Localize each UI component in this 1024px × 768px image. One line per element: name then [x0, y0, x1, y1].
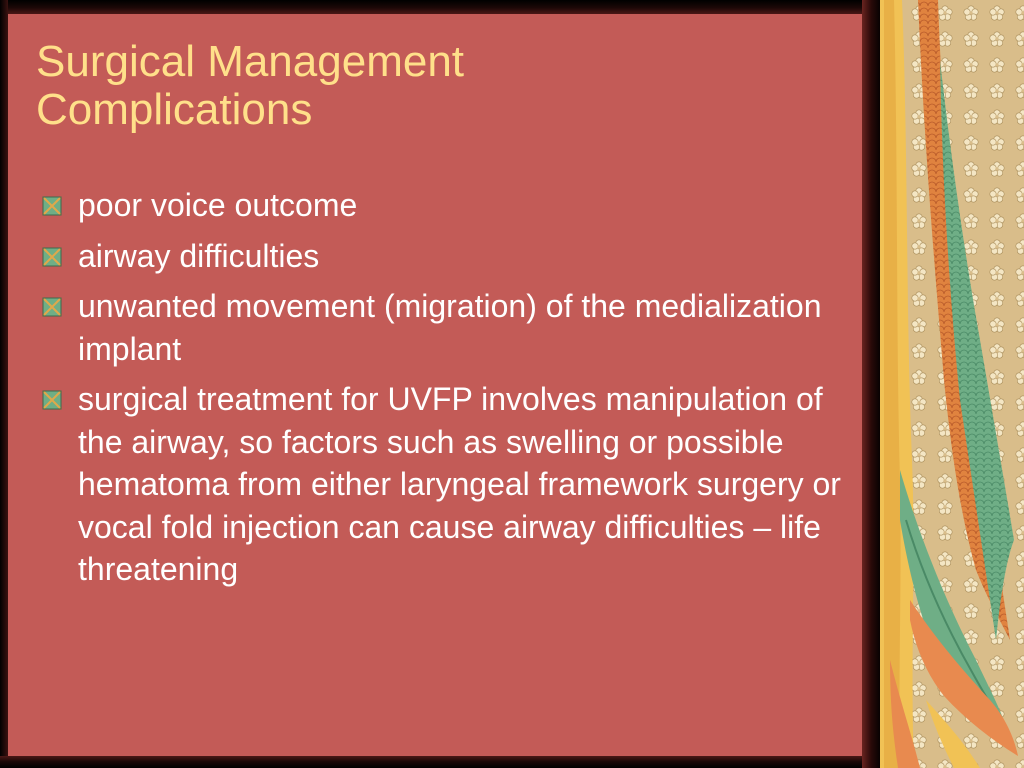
bullet-text: unwanted movement (migration) of the medialization implant	[78, 288, 822, 367]
leaf-bullet-icon	[42, 196, 62, 216]
bullet-item	[40, 378, 850, 591]
bullet-item	[40, 235, 850, 278]
slide-title-line-1: Surgical Management	[36, 37, 465, 86]
bullet-text: airway difficulties	[78, 237, 320, 274]
slide-frame-top	[0, 0, 880, 14]
slide-frame-bottom	[0, 756, 880, 768]
leaf-bullet-icon	[42, 297, 62, 317]
slide-title	[36, 38, 836, 134]
slide-frame-left	[0, 0, 8, 768]
leaf-bullet-icon	[42, 247, 62, 267]
bullet-text: surgical treatment for UVFP involves manipulation of the airway, so factors such as swelling or possible hematoma from either laryngeal framework surgery or vocal fold injection can cause airway difficulties – life threatening	[78, 381, 841, 587]
floral-ribbon-decoration	[880, 0, 1024, 768]
leaf-bullet-icon	[42, 390, 62, 410]
bullet-list	[40, 184, 850, 599]
bullet-item	[40, 285, 850, 370]
slide-title-line-2: Complications	[36, 85, 313, 134]
bullet-item	[40, 184, 850, 227]
bullet-text: poor voice outcome	[78, 187, 358, 223]
slide-frame-right	[862, 0, 882, 768]
